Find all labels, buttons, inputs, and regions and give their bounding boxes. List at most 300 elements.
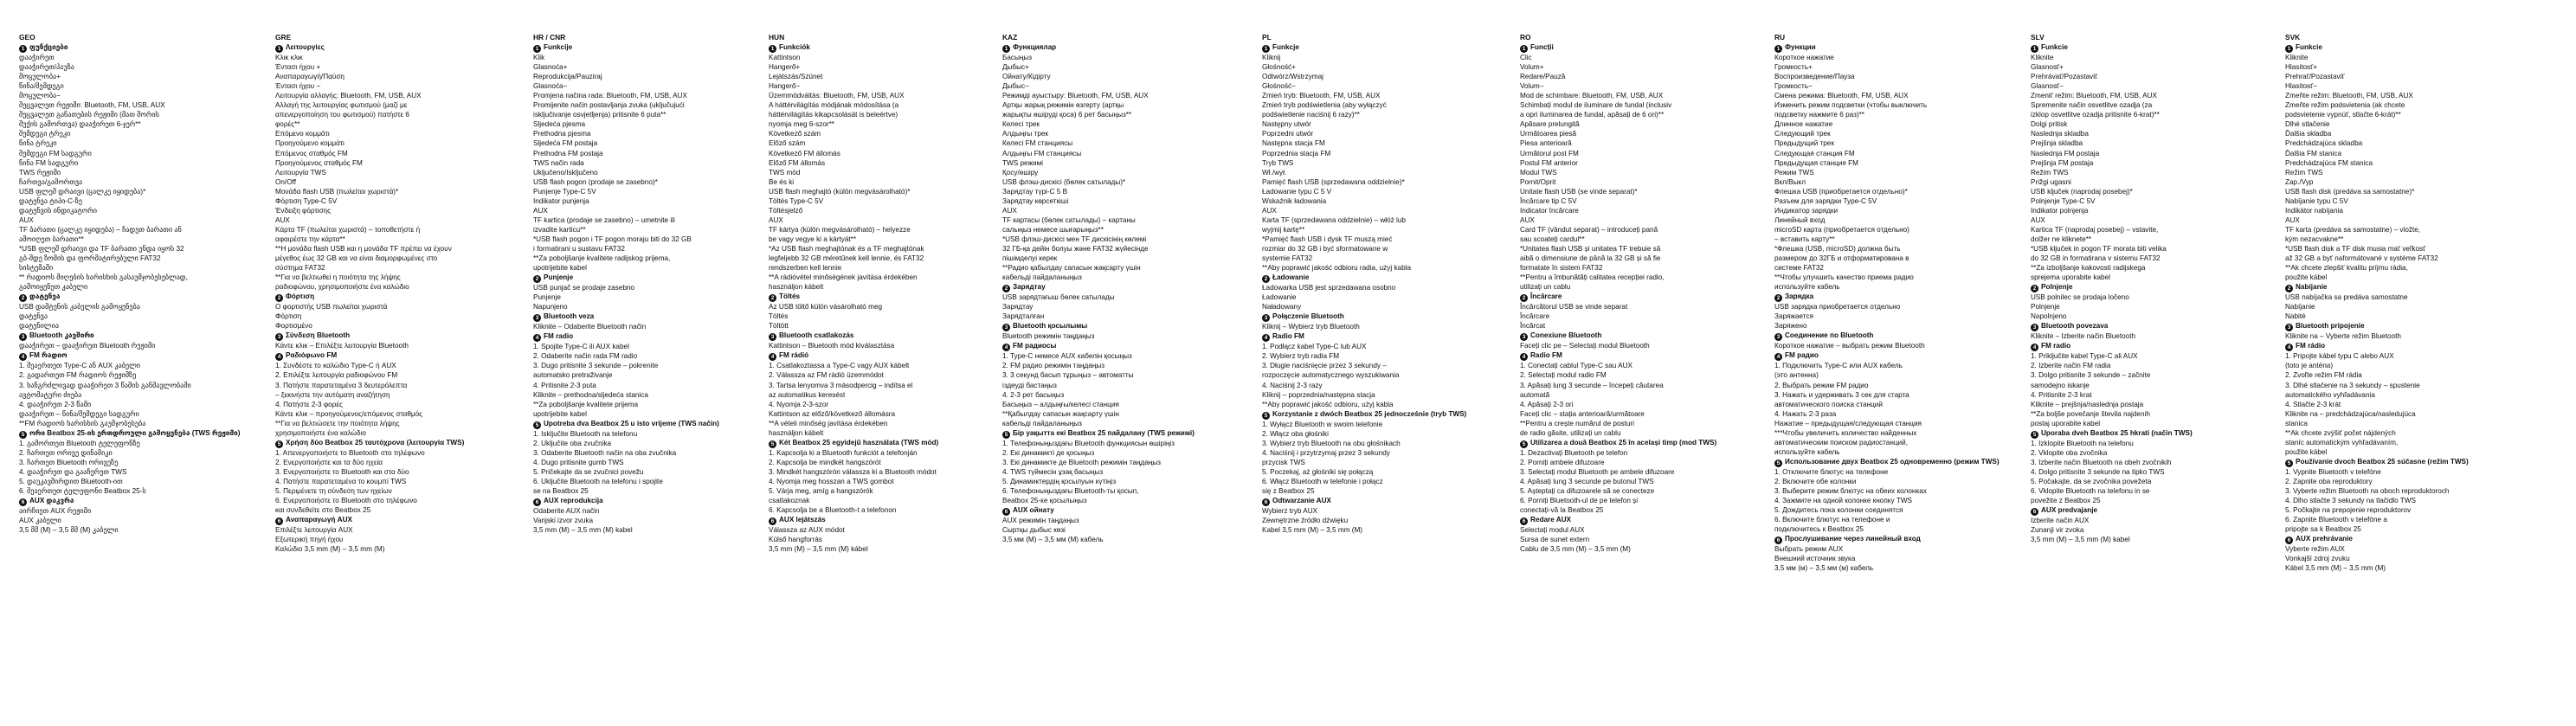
instruction-line: conectați-vă la Beatbox 25 (1520, 506, 1604, 515)
instruction-line: AUX (533, 206, 548, 215)
language-column (1520, 33, 1717, 716)
instruction-line: ჩართვა/გამორთვა (19, 177, 83, 186)
instruction-line: TWS რეჟიმი (19, 168, 61, 177)
instruction-line: απενεργοποίηση του φωτισμού) πατήστε 6 (275, 111, 409, 119)
instruction-line: Kliknite na – Vyberte režim Bluetooth (2285, 332, 2401, 341)
instruction-line: sprejema uporabite kabel (2031, 273, 2110, 282)
instruction-line: 1. Type-C немесе AUX кабелін қосыңыз (1002, 352, 1132, 361)
section-title: Používanie dvoch Beatbox 25 súčasne (režim TWS) (2296, 457, 2469, 466)
instruction-line: დატენვის ინდიკატორი (19, 206, 97, 215)
instruction-line: 2. Włącz oba głośniki (1262, 429, 1329, 438)
section-title: Прослушивание через линейный вход (1785, 535, 1921, 543)
instruction-line: წინა FM სადგური (19, 158, 79, 167)
section-title: FM rádió (779, 351, 809, 360)
instruction-line: Kliknij – Wybierz tryb Bluetooth (1262, 323, 1360, 331)
instruction-line: Naładowany (1262, 303, 1302, 312)
instruction-line: 2. Ενεργοποιήστε και τα δύο ηχεία (275, 458, 383, 466)
section-number-badge: 1 (275, 45, 283, 53)
instruction-line: 3. Izberite način Bluetooth na obeh zvočnikih (2031, 458, 2172, 466)
section-title: Φόρτιση (286, 292, 315, 301)
instruction-line: іздеуді бастаңыз (1002, 381, 1057, 389)
section-number-badge: 3 (275, 333, 283, 341)
instruction-line: Vanjski izvor zvuka (533, 517, 594, 525)
instruction-line: AUX (769, 215, 783, 224)
instruction-line: Pamięć flash USB (sprzedawana oddzielnie)* (1262, 177, 1405, 186)
instruction-line: Glasnosť+ (2031, 63, 2064, 72)
section-title: ფუნქციები (29, 43, 68, 52)
section-number-badge: 3 (1262, 314, 1270, 322)
instruction-line: Prižgi ugasni (2031, 177, 2071, 186)
instruction-line: 5. Počakajte, da se zvočnika povežeta (2031, 477, 2152, 485)
section-heading (19, 292, 203, 302)
instruction-line: Келесі трек (1002, 120, 1040, 129)
instruction-line: Воспроизведение/Пауза (1774, 73, 1855, 81)
section-number-badge: 1 (1262, 45, 1270, 53)
instruction-line: 1. Podłącz kabel Type-C lub AUX (1262, 343, 1367, 351)
instruction-line: 2. Kapcsolja be mindkét hangszórót (769, 458, 881, 466)
instruction-line: rozpoczęcie automatycznego wyszukiwania (1262, 371, 1400, 380)
section-number-badge: 4 (533, 334, 541, 342)
instruction-line: 4. Apăsați lung 3 secunde pe butonul TWS (1520, 477, 1654, 485)
instruction-line: 1. Wyłącz Bluetooth w swoim telefonie (1262, 420, 1383, 428)
language-column (1002, 33, 1195, 716)
section-heading (1262, 409, 1467, 420)
instruction-line: შეცვალეთ განათების რეჟიმი (მათ შორის (19, 111, 159, 119)
section-heading (2285, 534, 2469, 544)
instruction-line: Hangerő− (769, 82, 801, 91)
section-number-badge: 3 (1002, 324, 1010, 331)
instruction-line: Kliknij (1262, 54, 1281, 62)
instruction-line: Заряжено (1774, 322, 1807, 331)
instruction-line: **A vételi minőség javítása érdekében (769, 419, 888, 427)
section-heading (533, 496, 717, 506)
instruction-line: Καλώδιο 3,5 mm (M) – 3,5 mm (M) (275, 545, 385, 554)
instruction-line: Válassza az AUX módot (769, 526, 845, 535)
instruction-line: Κάρτα TF (πωλείται χωριστά) – τοποθετήστε ή (275, 225, 421, 234)
instruction-line: 3. Mindkét hangszórón válassza ki a Bluetooth módot (769, 467, 937, 476)
language-code: SVK (2285, 33, 2301, 42)
section-heading (19, 42, 203, 53)
instruction-line: **Чтобы улучшить качество приема радио (1774, 273, 1914, 282)
instruction-line: 3,5 mm (M) – 3,5 mm (M) kábel (769, 545, 868, 554)
instruction-line: 1. Отключите блютус на телефоне (1774, 467, 1889, 476)
section-title: Radio FM (1530, 351, 1562, 360)
instruction-line: AUX режимін таңдаңыз (1002, 517, 1079, 525)
instruction-line: Promijenite način postavljanja zvuka (uključujući (533, 101, 685, 110)
instruction-line: Dlhé stlačenie (2285, 120, 2330, 129)
section-number-badge: 6 (275, 517, 283, 525)
section-number-badge: 5 (769, 440, 776, 448)
instruction-line: Hlasitosť− (2285, 82, 2317, 91)
instruction-line: Ο φορτιστής USB πωλείται χωριστά (275, 303, 388, 312)
instruction-line: használjon kábelt (769, 283, 824, 292)
section-heading (769, 350, 952, 361)
section-heading (533, 273, 717, 283)
instruction-line: 6. Uključite Bluetooth na telefonu i spojite (533, 477, 663, 485)
instruction-line: Card TF (vândut separat) – introduceți pană (1520, 225, 1658, 234)
instruction-line: Разъем для зарядки Type-C 5V (1774, 196, 1877, 205)
instruction-line: Nabíjanie typu C 5V (2285, 196, 2348, 205)
section-title: AUX prehrávanie (2296, 535, 2353, 543)
instruction-line: automatsko pretraživanje (533, 371, 613, 380)
instruction-line: USB зарядтағыш бөлек сатылады (1002, 293, 1115, 302)
instruction-line: použite kábel (2285, 273, 2328, 282)
instruction-line: Postul FM anterior (1520, 158, 1578, 167)
instruction-line: დააჭირეთ (19, 54, 55, 62)
section-number-badge: 3 (2031, 324, 2038, 331)
instruction-line: Громкость− (1774, 82, 1813, 91)
instruction-line: შემდეგი FM სადგური (19, 149, 92, 157)
section-heading (19, 350, 203, 361)
instruction-line: 1. Isključite Bluetooth na telefonu (533, 429, 638, 438)
language-column (2285, 33, 2469, 716)
section-heading (769, 292, 952, 302)
language-column (769, 33, 952, 716)
section-number-badge: 3 (19, 333, 27, 341)
instruction-line: Prethodna FM postaja (533, 149, 603, 157)
instruction-line: 1. Телефоныңыздағы Bluetooth функциясын өшіріңіз (1002, 439, 1175, 447)
instruction-line: Ładowarka USB jest sprzedawana osobno (1262, 284, 1396, 292)
instruction-line: – вставить карту** (1774, 235, 1835, 243)
section-number-badge: 5 (1002, 431, 1010, 439)
section-number-badge: 1 (1002, 45, 1010, 53)
section-title: Функциялар (1013, 43, 1057, 52)
section-heading (275, 350, 459, 361)
section-number-badge: 2 (1002, 285, 1010, 292)
instruction-line: 2. Uključite oba zvučnika (533, 439, 612, 447)
instruction-line: 2. Zvoľte režim FM rádia (2285, 371, 2362, 380)
instruction-line: დატენვა (19, 312, 48, 321)
section-heading (1520, 42, 1703, 53)
instruction-line: Артқы жарық режимін өзгерту (артқы (1002, 101, 1124, 110)
instruction-line: Naslednja skladba (2031, 130, 2089, 138)
section-number-badge: 4 (769, 353, 776, 361)
instruction-line: Έντασι ήχου + (275, 63, 321, 72)
instruction-line: Zmeňte režim: Bluetooth, FM, USB, AUX (2285, 92, 2413, 100)
instruction-line: Sljedeća pjesma (533, 120, 586, 129)
section-title: Funkciók (779, 43, 810, 52)
instruction-line: აირჩიეთ AUX რეჟიმი (19, 507, 92, 516)
instruction-line: Зарядтау түрі-C 5 В (1002, 187, 1068, 196)
instruction-line: 4. Зажмите на одной колонке кнопку TWS (1774, 497, 1913, 505)
section-heading (1520, 515, 1703, 525)
section-title: Połączenie Bluetooth (1272, 312, 1344, 321)
instruction-line: Kattintson (769, 54, 801, 62)
section-heading (19, 428, 241, 439)
instruction-line: upotrijebite kabel (533, 264, 587, 273)
instruction-line: Hangerő+ (769, 63, 801, 72)
section-title: Két Beatbox 25 egyidejű használata (TWS mód) (779, 438, 939, 447)
instruction-line: AUX (275, 215, 290, 224)
section-title: Λειτουργίες (286, 43, 325, 52)
section-heading (2285, 282, 2469, 292)
instruction-line: Prejšnja skladba (2031, 139, 2083, 148)
instruction-line: automată (1520, 390, 1550, 399)
section-title: Nabíjanie (2296, 283, 2328, 292)
instruction-line: Зарядтау (1002, 303, 1034, 312)
section-title: AUX ойнату (1013, 506, 1054, 515)
instruction-line: ***Чтобы увеличить количество найденных (1774, 428, 1917, 437)
instruction-line: Modul TWS (1520, 168, 1557, 177)
instruction-line: 6. შეაერთეთ ტელეფონი Beatbox 25-ს (19, 486, 146, 495)
section-number-badge: 6 (2285, 536, 2293, 544)
instruction-line: Нажатие – предыдущая/следующая станция (1774, 419, 1922, 427)
instruction-line: Odtwórz/Wstrzymaj (1262, 73, 1323, 81)
instruction-line: Zmień tryb: Bluetooth, FM, USB, AUX (1262, 92, 1381, 100)
instruction-line: AUX (1520, 215, 1535, 224)
instruction-line: Wskaźnik ładowania (1262, 196, 1327, 205)
section-heading (1774, 457, 2000, 467)
instruction-line: 4. Dugo pritisnite gumb TWS (533, 458, 624, 466)
section-number-badge: 1 (19, 45, 27, 53)
section-heading (769, 42, 952, 53)
instruction-line: 6. Vklopite Bluetooth na telefonu in se (2031, 486, 2150, 495)
instruction-line: используйте кабель (1774, 283, 1840, 292)
instruction-line: **Ak chcete zvýšiť počet nájdených (2285, 428, 2396, 437)
instruction-line: USB ფლეშ დრაივი (ცალკე იყიდება)* (19, 187, 146, 196)
section-heading (1262, 273, 1446, 283)
instruction-line: USB флэш-дискісі (бөлек сатылады)* (1002, 177, 1126, 186)
instruction-line: Naslednja FM postaja (2031, 149, 2100, 157)
instruction-line: Încărcare tip C 5V (1520, 196, 1577, 205)
instruction-line: Glasnoća+ (533, 63, 568, 72)
instruction-line: Қосу/өшіру (1002, 168, 1039, 177)
instruction-line: 3. 3 секунд басып тұрыңыз – автоматты (1002, 371, 1134, 380)
language-code: HUN (769, 33, 785, 42)
instruction-line: USB flash pogon (prodaje se zasebno)* (533, 177, 658, 186)
instruction-line: Предыдущая станция FM (1774, 158, 1858, 167)
instruction-line: Προηγούμενος σταθμός FM (275, 158, 363, 167)
instruction-line: 3. Apăsați lung 3 secunde – începeți căutarea (1520, 381, 1664, 389)
instruction-line: 2. Wybierz tryb radia FM (1262, 352, 1340, 361)
instruction-line: Kartica TF (naprodaj posebej) – vstavite, (2031, 225, 2159, 234)
language-code: KAZ (1002, 33, 1018, 42)
instruction-line: შუქის გამორთვა) დააჭირეთ 6-ჯერ** (19, 120, 141, 129)
instruction-line: Schimbați modul de iluminare de fundal (inclusiv (1520, 101, 1672, 110)
instruction-line: **Pentru a îmbunătăți calitatea recepției radio, (1520, 273, 1665, 282)
instruction-line: Următorul post FM (1520, 149, 1579, 157)
section-heading (769, 515, 952, 525)
instruction-line: подсветку нажмите 6 раз)** (1774, 111, 1864, 119)
instruction-line: TF картасы (бөлек сатылады) – картаны (1002, 215, 1136, 224)
instruction-line: σύστημα FAT32 (275, 264, 325, 273)
instruction-line: Polnjenje (2031, 303, 2060, 312)
instruction-line: Εξωτερική πηγή ήχου (275, 536, 344, 544)
instruction-line: 2. Porniți ambele difuzoare (1520, 458, 1605, 466)
instruction-line: Φόρτιση (275, 312, 302, 321)
instruction-line: postaj uporabite kabel (2031, 419, 2101, 427)
instruction-line: csatlakoznak (769, 497, 810, 505)
instruction-line: utilizați un cablu (1520, 283, 1571, 292)
instruction-line: Tryb TWS (1262, 158, 1294, 167)
language-code: PL (1262, 33, 1272, 42)
instruction-line: 1. Dezactivați Bluetooth pe telefon (1520, 448, 1628, 457)
instruction-line: Вкл/Выкл (1774, 177, 1806, 186)
section-heading (1262, 331, 1446, 342)
instruction-line: 3. Tartsa lenyomva 3 másodpercig – indítsa el (769, 381, 913, 389)
section-title: Töltés (779, 292, 801, 301)
instruction-line: Głośność− (1262, 82, 1296, 91)
instruction-line: 1. Συνδέστε το καλώδιο Type-C ή AUX (275, 362, 396, 370)
instruction-line: TF ბარათი (ცალკე იყიდება) – ჩადეთ ბარათი ან (19, 225, 182, 234)
instruction-line: Izberite način AUX (2031, 517, 2090, 525)
instruction-line: legfeljebb 32 GB méretűnek kell lennie, és FAT32 (769, 254, 924, 263)
instruction-line: TWS режимі (1002, 158, 1043, 167)
section-title: Bluetooth қосылымы (1013, 322, 1088, 331)
section-heading (1774, 42, 1958, 53)
instruction-line: Следующая станция FM (1774, 149, 1855, 157)
instruction-line: **Pentru a crește numărul de posturi (1520, 419, 1634, 427)
instruction-line: až 32 GB a byť naformátované v systéme FAT32 (2285, 254, 2438, 263)
instruction-line: USB nabíjačka sa predáva samostatne (2285, 293, 2408, 302)
instruction-line: 4. Stlačte 2-3 krát (2285, 400, 2341, 408)
instruction-line: **Ak chcete zlepšiť kvalitu príjmu rádia, (2285, 264, 2408, 273)
instruction-line: используйте кабель (1774, 447, 1840, 456)
instruction-line: Następna stacja FM (1262, 139, 1325, 148)
instruction-line: 2. Izberite način FM radia (2031, 362, 2111, 370)
instruction-line: Głośność+ (1262, 63, 1296, 72)
section-number-badge: 5 (2285, 459, 2293, 467)
instruction-line: Következő FM állomás (769, 149, 840, 157)
section-title: FM радиосы (1013, 342, 1057, 350)
instruction-line: автоматического поиска станций (1774, 400, 1883, 408)
instruction-line: Wybierz tryb AUX (1262, 507, 1318, 516)
instruction-line: upotrijebite kabel (533, 409, 587, 418)
instruction-line: 5. Pričekajte da se zvučnici povežu (533, 467, 644, 476)
section-heading (1002, 505, 1186, 516)
language-column (2031, 33, 2214, 716)
instruction-line: *Unitatea flash USB și unitatea TF trebuie să (1520, 244, 1661, 253)
instruction-line: rendszerben kell lennie (769, 264, 842, 273)
instruction-line: салыңыз немесе шығарыңыз** (1002, 225, 1104, 234)
instruction-line: Φόρτιση Type-C 5V (275, 196, 338, 205)
section-number-badge: 4 (275, 353, 283, 361)
instruction-line: Zunanji vir zvoka (2031, 526, 2084, 535)
section-number-badge: 5 (2031, 431, 2038, 439)
instruction-line: Prethodna pjesma (533, 130, 591, 138)
section-heading (533, 331, 717, 342)
instruction-line: Ένδειξη φόρτισης (275, 206, 332, 215)
instruction-line: Előző szám (769, 139, 806, 148)
instruction-line: USB ključek (naprodaj posebej)* (2031, 187, 2133, 196)
instruction-line: przycisk TWS (1262, 458, 1305, 466)
section-heading (533, 42, 717, 53)
section-heading (533, 312, 717, 322)
instruction-line: systemie FAT32 (1262, 254, 1313, 263)
instruction-line: 3. Dlhé stlačenie na 3 sekundy – spustenie (2285, 381, 2420, 389)
instruction-line: – ξεκινήστε την αυτόματη αναζήτηση (275, 390, 390, 399)
instruction-line: 3. Dolgo pritisnite 3 sekunde – začnite (2031, 371, 2151, 380)
section-number-badge: 4 (1002, 344, 1010, 351)
instruction-line: AUX (2285, 215, 2300, 224)
instruction-line: izklop osvetlitve ozadja pritisnite 6-krat)** (2031, 111, 2160, 119)
instruction-line: wyjmij kartę** (1262, 225, 1305, 234)
language-column (19, 33, 241, 716)
instruction-line: Kabel 3,5 mm (M) – 3,5 mm (M) (1262, 526, 1363, 535)
section-heading (1774, 331, 1958, 341)
instruction-line: (toto je anténa) (2285, 362, 2334, 370)
instruction-line: Следующий трек (1774, 130, 1831, 138)
instruction-line: **Για να βελτιωθεί η ποιότητα της λήψης (275, 273, 401, 282)
instruction-line: 2. FM радио режимін таңдаңыз (1002, 362, 1105, 370)
instruction-line: 1. Kapcsolja ki a Bluetooth funkciót a telefonján (769, 448, 918, 457)
section-heading (275, 42, 459, 53)
section-number-badge: 3 (2285, 324, 2293, 331)
instruction-line: AUX კაბელი (19, 517, 61, 525)
section-title: Bluetooth csatlakozás (779, 331, 854, 340)
section-title: Upotreba dva Beatbox 25 u isto vrijeme (TWS način) (544, 419, 719, 427)
section-title: Функции (1785, 43, 1816, 52)
instruction-line: Următoarea piesă (1520, 130, 1577, 138)
instruction-line: *Az USB flash meghajtónak és a TF meghajtónak (769, 244, 924, 253)
instruction-line: Внешний источник звука (1774, 555, 1856, 563)
instruction-line: 5. Poczekaj, aż głośniki się połączą (1262, 467, 1374, 476)
instruction-line: жарықты өшіруді қоса) 6 рет басыңыз** (1002, 111, 1132, 119)
section-heading (1520, 438, 1717, 448)
instruction-line: Sljedeća FM postaja (533, 139, 598, 148)
instruction-line: podświetlenie naciśnij 6 razy)** (1262, 111, 1360, 119)
instruction-line: Lejátszás/Szünet (769, 73, 823, 81)
instruction-line: სისტემაში (19, 264, 54, 273)
section-title: Polnjenje (2041, 283, 2073, 292)
instruction-line: Punjenje Type-C 5V (533, 187, 596, 196)
instruction-line: izvadite karticu** (533, 225, 586, 234)
instruction-line: Clic (1520, 54, 1532, 62)
instruction-line: az automatikus keresést (769, 390, 846, 399)
instruction-line: 2. Выбрать режим FM радио (1774, 381, 1869, 389)
instruction-line: Az USB töltő külön vásárolható meg (769, 303, 883, 312)
instruction-line: 3,5 мм (м) – 3,5 мм (м) кабель (1774, 564, 1874, 573)
instruction-line: AUX (2031, 215, 2045, 224)
instruction-line: *USB ფლეშ დრაივი და TF ბარათი უნდა იყოს 32 (19, 244, 184, 253)
section-heading (2031, 321, 2214, 331)
instruction-line: ავტომატური ძიება (19, 390, 82, 399)
instruction-line: pripojte sa k Beatbox 25 (2285, 525, 2361, 534)
instruction-line: Басыңыз – алдыңғы/келесі станция (1002, 400, 1119, 408)
instruction-line: rozmiar do 32 GB i być sformatowane w (1262, 244, 1388, 253)
instruction-line: 5. Așteptați ca difuzoarele să se conecteze (1520, 486, 1655, 495)
instruction-line: Флешка USB (приобретается отдельно)* (1774, 187, 1908, 196)
instruction-line: be vagy vegye ki a kártyát** (769, 235, 857, 243)
instruction-line: 4. Nyomja 2-3-szor (769, 400, 829, 408)
instruction-line: ამოიღეთ ბარათი** (19, 235, 84, 243)
section-heading (1520, 331, 1703, 341)
section-number-badge: 1 (2031, 45, 2038, 53)
instruction-line: დატენილია (19, 322, 59, 331)
section-title: Punjenje (544, 273, 574, 282)
instruction-line: 1. Spojite Type-C ili AUX kabel (533, 343, 629, 351)
section-heading (1262, 42, 1446, 53)
instruction-line: Töltés (769, 312, 789, 321)
instruction-line: se na Beatbox 25 (533, 486, 589, 495)
instruction-line: A háttérvilágítás módjának módosítása (a (769, 101, 899, 110)
instruction-line: 5. Várja meg, amíg a hangszórók (769, 486, 873, 495)
language-code: SLV (2031, 33, 2045, 42)
instruction-line: 3. Нажать и удерживать 3 сек для старта (1774, 390, 1909, 399)
instruction-line: Короткое нажатие – выбрать режим Bluetooth (1774, 342, 1925, 350)
section-heading (275, 438, 465, 448)
instruction-line: Încărcătorul USB se vinde separat (1520, 303, 1628, 312)
instruction-line: 6. Kapcsolja be a Bluetooth-t a telefonon (769, 506, 897, 515)
section-heading (1002, 341, 1186, 351)
instruction-line: Kliknite – prethodna/sljedeća stanica (533, 390, 648, 399)
instruction-line: 4. Naciśnij 2-3 razy (1262, 381, 1323, 389)
instruction-line: Зарядтау көрсеткіші (1002, 196, 1069, 205)
instruction-line: подключитесь к Beatbox 25 (1774, 525, 1864, 534)
instruction-line: de radio găsite, utilizați un cablu (1520, 428, 1621, 437)
section-heading (1002, 428, 1195, 439)
instruction-line: Indikátor nabíjania (2285, 206, 2343, 215)
